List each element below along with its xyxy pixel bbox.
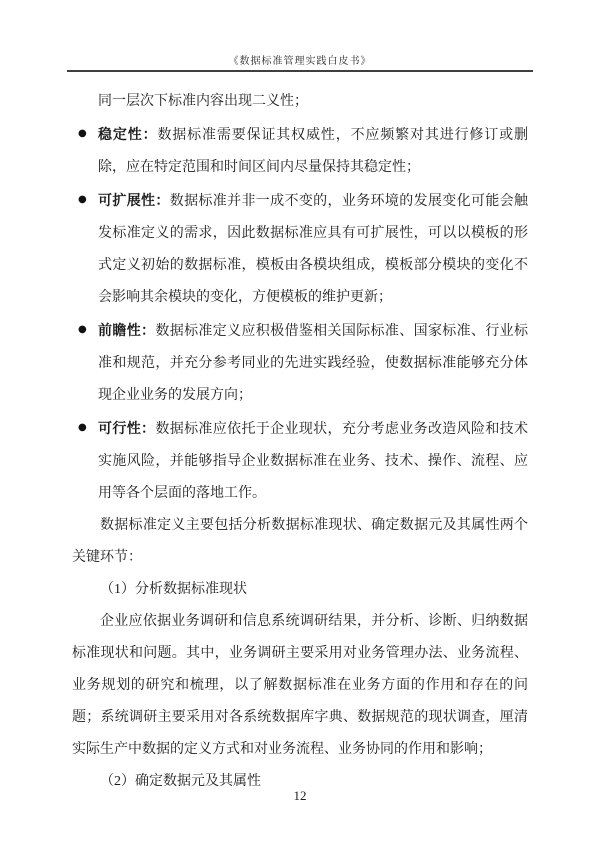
numbered-item-1: （1）分析数据标准现状	[100, 582, 247, 597]
bullet-term: 前瞻性：	[98, 322, 156, 338]
bullet-list	[72, 118, 528, 510]
bullet-text: 数据标准定义应积极借鉴相关国际标准、国家标准、行业标准和规范，并充分参考同业的先进实践经验，使数据标准能够充分体现企业业务的发展方向；	[98, 324, 529, 403]
bullet-text: 数据标准需要保证其权威性，不应频繁对其进行修订或删除，应在特定范围和时间区间内尽量保持其稳定性；	[98, 128, 529, 175]
list-item	[72, 184, 528, 314]
numbered-item-2: （2）确定数据元及其属性	[100, 774, 261, 789]
content-area	[72, 86, 528, 798]
paragraph: 数据标准定义主要包括分析数据标准现状、确定数据元及其属性两个关键环节：	[72, 518, 528, 565]
bullet-text: 数据标准并非一成不变的，业务环境的发展变化可能会触发标准定义的需求，因此数据标准应具有可扩展性，可以以模板的形式定义初始的数据标准，模板由各模块组成，模板部分模块的变化不会影响其余模块的变化，方便模板的维护更新；	[98, 194, 529, 305]
paragraph: 企业应依据业务调研和信息系统调研结果，并分析、诊断、归纳数据标准现状和问题。其中，业务调研主要采用对业务管理办法、业务流程、业务规划的研究和梳理，以了解数据标准在业务方面的作用和存在的问题；系统调研主要采用对各系统数据库字典、数据规范的现状调查，厘清实际生产中数据的定义方式和对业务流程、业务协同的作用和影响；	[72, 614, 528, 757]
bullet-term: 可扩展性：	[98, 192, 170, 208]
bullet-term: 稳定性：	[98, 126, 158, 142]
list-item	[72, 314, 528, 412]
page-number: 12	[293, 788, 307, 803]
bullet-term: 可行性：	[98, 420, 156, 436]
intro-paragraph: 同一层次下标准内容出现二义性；	[98, 94, 308, 109]
bullet-marker-icon: ●	[78, 194, 87, 205]
bullet-text: 数据标准应依托于企业现状，充分考虑业务改造风险和技术实施风险，并能够指导企业数据标准在业务、技术、操作、流程、应用等各个层面的落地工作。	[98, 422, 529, 501]
bullet-marker-icon: ●	[78, 422, 87, 433]
page-header-title: 《数据标准管理实践白皮书》	[228, 56, 372, 67]
bullet-marker-icon: ●	[78, 128, 87, 139]
list-item	[72, 118, 528, 184]
list-item	[72, 412, 528, 510]
header-rule-divider	[67, 70, 533, 72]
bullet-marker-icon: ●	[78, 324, 87, 335]
